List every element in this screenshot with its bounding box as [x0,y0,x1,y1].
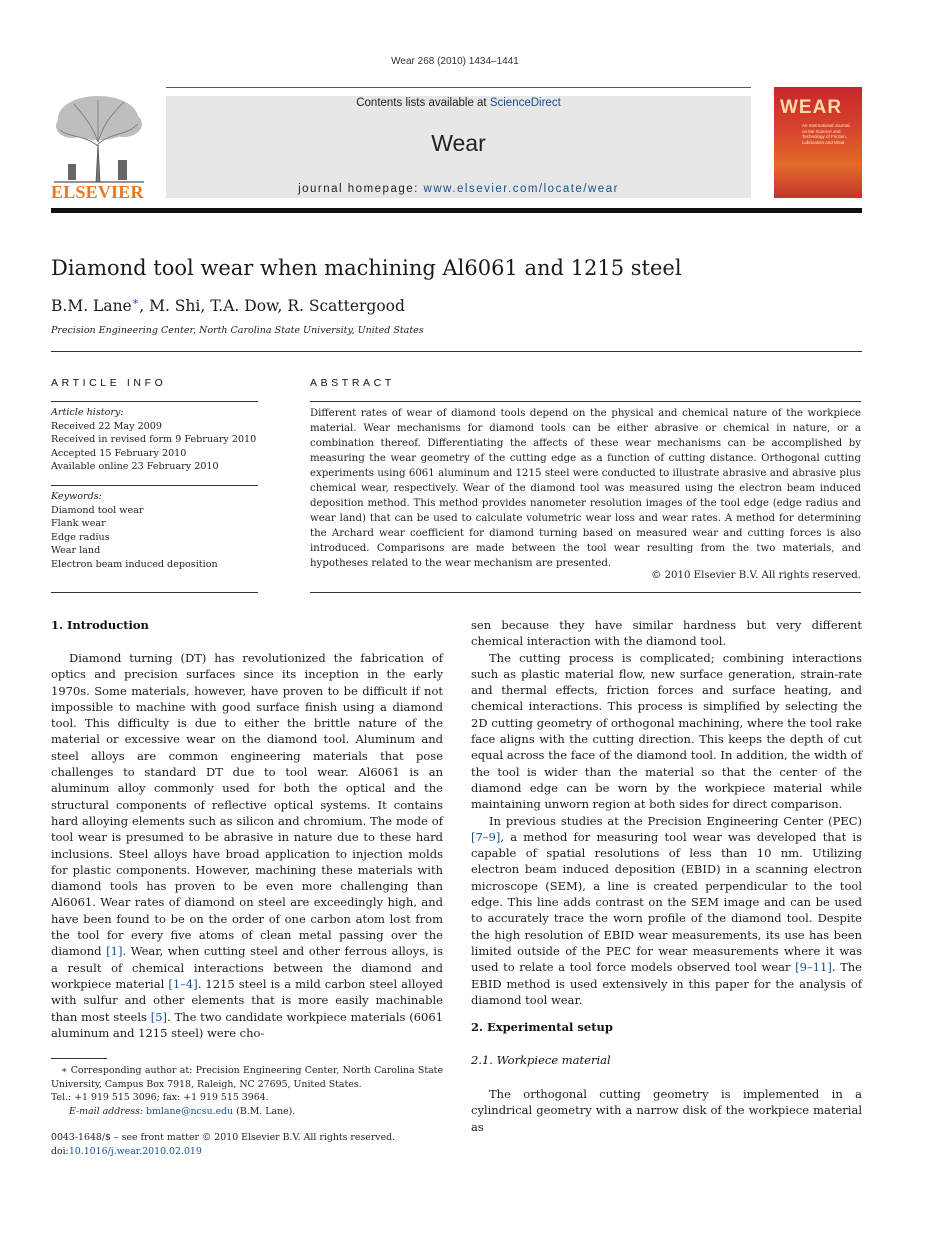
email-suffix: (B.M. Lane). [233,1105,296,1117]
body-column-right [471,617,862,1008]
paragraph [51,650,443,1041]
text-run: Diamond turning (DT) has revolutionized the fabrication of optics and precision surfaces since its inception in the early 1970s. Some materials, however, have proven to be difficult if not impossible to machine with good surface finish using a diamond tool. This difficulty is due to either the brittle nature of the material or excessive wear on the diamond tool. Aluminum and steel alloys are common engineering materials that pose challenges to standard DT due to tool wear. Al6061 is an aluminum alloy commonly used for both the optical and the structural components of reflective optical systems. It contains hard alloying elements such as silicon and chromium. The mode of tool wear is presumed to be abrasive in nature due to these hard inclusions. Steel alloys have broad application to injection molds for plastic components. However, machining these materials with diamond tools has proven to be even more challenging than Al6061. Wear rates of diamond on steel are exceedingly high, and have been found to be on the order of one carbon atom lost from the tool for every five atoms of clean metal passing over the diamond [51,651,443,959]
text-run: , a method for measuring tool wear was developed that is capable of spatial resolutions of less than 10 nm. Utilizing electron beam induced deposition (EBID) in a scanning electron microscope (SEM), a line is created perpendicular to the tool edge. This line adds contrast on the SEM image and can be used to accurately trace the worn profile of the diamond tool. Despite the high resolution of EBID wear measurements, its use has been limited outside of the PEC for wear measurements where it was used to relate a tool force models observed tool wear [471,829,862,975]
divider [310,401,861,402]
abstract-heading: ABSTRACT [310,377,395,389]
email-link[interactable]: bmlane@ncsu.edu [146,1105,234,1117]
section-heading-introduction: 1. Introduction [51,618,149,632]
homepage-prefix: journal homepage: [298,183,424,195]
sciencedirect-link[interactable]: ScienceDirect [489,97,561,109]
homepage-link[interactable]: www.elsevier.com/locate/wear [423,183,619,195]
author-sep: , [139,297,150,316]
author-sep: , [200,297,211,316]
text-run: . The two candidate workpiece materials (6061 aluminum and 1215 steel) were cho- [51,1009,444,1040]
cover-title: WEAR [780,97,843,118]
author-name: T.A. Dow [210,297,278,316]
reference-link[interactable]: [7–9] [471,829,501,844]
footnote-tel: Tel.: +1 919 515 3096; fax: +1 919 515 3964. [51,1092,269,1104]
section-heading-experimental-setup: 2. Experimental setup [471,1020,613,1034]
paragraph: The cutting process is complicated; combining interactions such as plastic material flow, new surface generation, strain-rate and thermal effects, friction forces and surface heating, and chemical interactions. This process is simplified by selecting the 2D cutting geometry of orthogonal machining, where the tool rake face aligns with the cutting direction. This keeps the depth of cut equal across the face of the diamond tool. In addition, the width of the tool is wider than the material so that the center of the diamond edge can be worn by the workpiece material while maintaining unworn region at both sides for direct comparison. [471,650,862,812]
footnote-corresponding [51,1064,443,1091]
author-name: M. Shi [149,297,201,316]
footnote-rule [51,1058,107,1059]
article-title: Diamond tool wear when machining Al6061 and 1215 steel [51,256,682,280]
divider [51,485,258,486]
journal-citation: Wear 268 (2010) 1434–1441 [391,56,519,67]
paragraph [471,813,862,1009]
header-rule [166,87,751,88]
keyword: Edge radius [51,531,110,543]
author-name: R. Scattergood [287,297,405,316]
journal-cover [774,87,862,198]
history-label: Article history: [51,407,124,418]
abstract-text: Different rates of wear of diamond tools depend on the physical and chemical nature of the workpiece material. Wear mechanisms for diamond tools can be either abrasive or chemical in nature, or a combination thereof. Differentiating the affects of these wear mechanisms can be accomplished by measuring the wear geometry of the cutting edge as a function of cutting distance. Orthogonal cutting experiments using 6061 aluminum and 1215 steel were conducted to illustrate abrasive and abrasive plus chemical wear, respectively. Wear of the diamond tool was measured using the electron beam induced deposition method. This method provides nanometer resolution images of the tool edge (edge radius and wear land) that can be used to calculate volumetric wear loss and wear rates. A method for determining the Archard wear coefficient for diamond turning based on measured wear and cutting forces is also introduced. Comparisons are made between the tool wear resulting from the two materials, and hypotheses related to the wear mechanism are presented. [310,408,861,569]
article-info-heading: ARTICLE INFO [51,377,167,389]
homepage-line [166,183,751,195]
abstract-copyright: © 2010 Elsevier B.V. All rights reserved. [651,570,861,581]
article-history [51,406,261,474]
author-sep: , [277,297,288,316]
elsevier-wordmark: ELSEVIER [51,182,144,202]
text-run: . The EBID method is used extensively in this paper for the analysis of diamond tool wear. [471,960,862,1007]
paragraph: sen because they have similar hardness but very different chemical interaction with the diamond tool. [471,618,862,649]
text-run: . Wear, when cutting steel and other ferrous alloys, is a result of chemical interactions between the diamond and workpiece material [51,944,443,991]
cover-subtitle: An International Journal on the Science and Technology of Friction, Lubrication and Wear [802,123,850,145]
text-run: . 1215 steel is a mild carbon steel alloyed with sulfur and other elements that is more easily machinable than most steels [51,976,443,1024]
reference-link[interactable]: [1] [106,944,123,959]
keywords-block [51,490,261,571]
paragraph: The orthogonal cutting geometry is implemented in a cylindrical geometry with a narrow disk of the workpiece material as [471,1087,862,1134]
keyword: Wear land [51,545,101,556]
author-name: B.M. Lane [51,297,132,316]
header-thick-rule [51,208,862,213]
reference-link[interactable]: [9–11] [795,960,832,975]
reference-link[interactable]: [1–4] [168,976,198,991]
body-column-left [51,650,443,1041]
doi-line [51,1145,395,1159]
email-label: E-mail address: [69,1105,144,1117]
journal-name: Wear [431,130,486,156]
doi-prefix: doi: [51,1146,69,1157]
affiliation: Precision Engineering Center, North Carolina State University, United States [51,325,424,336]
divider [51,592,258,593]
contents-prefix: Contents lists available at [356,97,490,109]
divider [310,592,861,593]
contents-line [166,97,751,109]
subsection-heading-workpiece: 2.1. Workpiece material [471,1053,611,1067]
author-list [51,295,405,315]
history-item: Received 22 May 2009 [51,420,162,432]
text-run: In previous studies at the Precision Engineering Center (PEC) [489,813,862,828]
reference-link[interactable]: [5] [150,1009,168,1024]
history-item: Accepted 15 February 2010 [51,447,187,459]
corresponding-mark[interactable]: ∗ [131,295,140,308]
issn-line: 0043-1648/$ – see front matter © 2010 Elsevier B.V. All rights reserved. [51,1132,396,1143]
footnote [51,1064,443,1118]
history-item: Available online 23 February 2010 [51,461,219,472]
keywords-label: Keywords: [51,491,102,502]
front-matter-info [51,1131,395,1159]
footnote-mark: ∗ [61,1065,68,1076]
divider [51,351,862,352]
divider [51,401,258,402]
doi-link[interactable]: 10.1016/j.wear.2010.02.019 [68,1146,202,1157]
body-column-right-continued [471,1086,862,1135]
history-item: Received in revised form 9 February 2010 [51,434,257,445]
keyword: Flank wear [51,518,106,529]
keyword: Diamond tool wear [51,504,144,516]
footnote-email [51,1105,443,1119]
footnote-text: Corresponding author at: Precision Engineering Center, North Carolina State University, Campus Box 7918, Raleigh, NC 27695, United States. [51,1065,443,1090]
keyword: Electron beam induced deposition [51,558,218,570]
